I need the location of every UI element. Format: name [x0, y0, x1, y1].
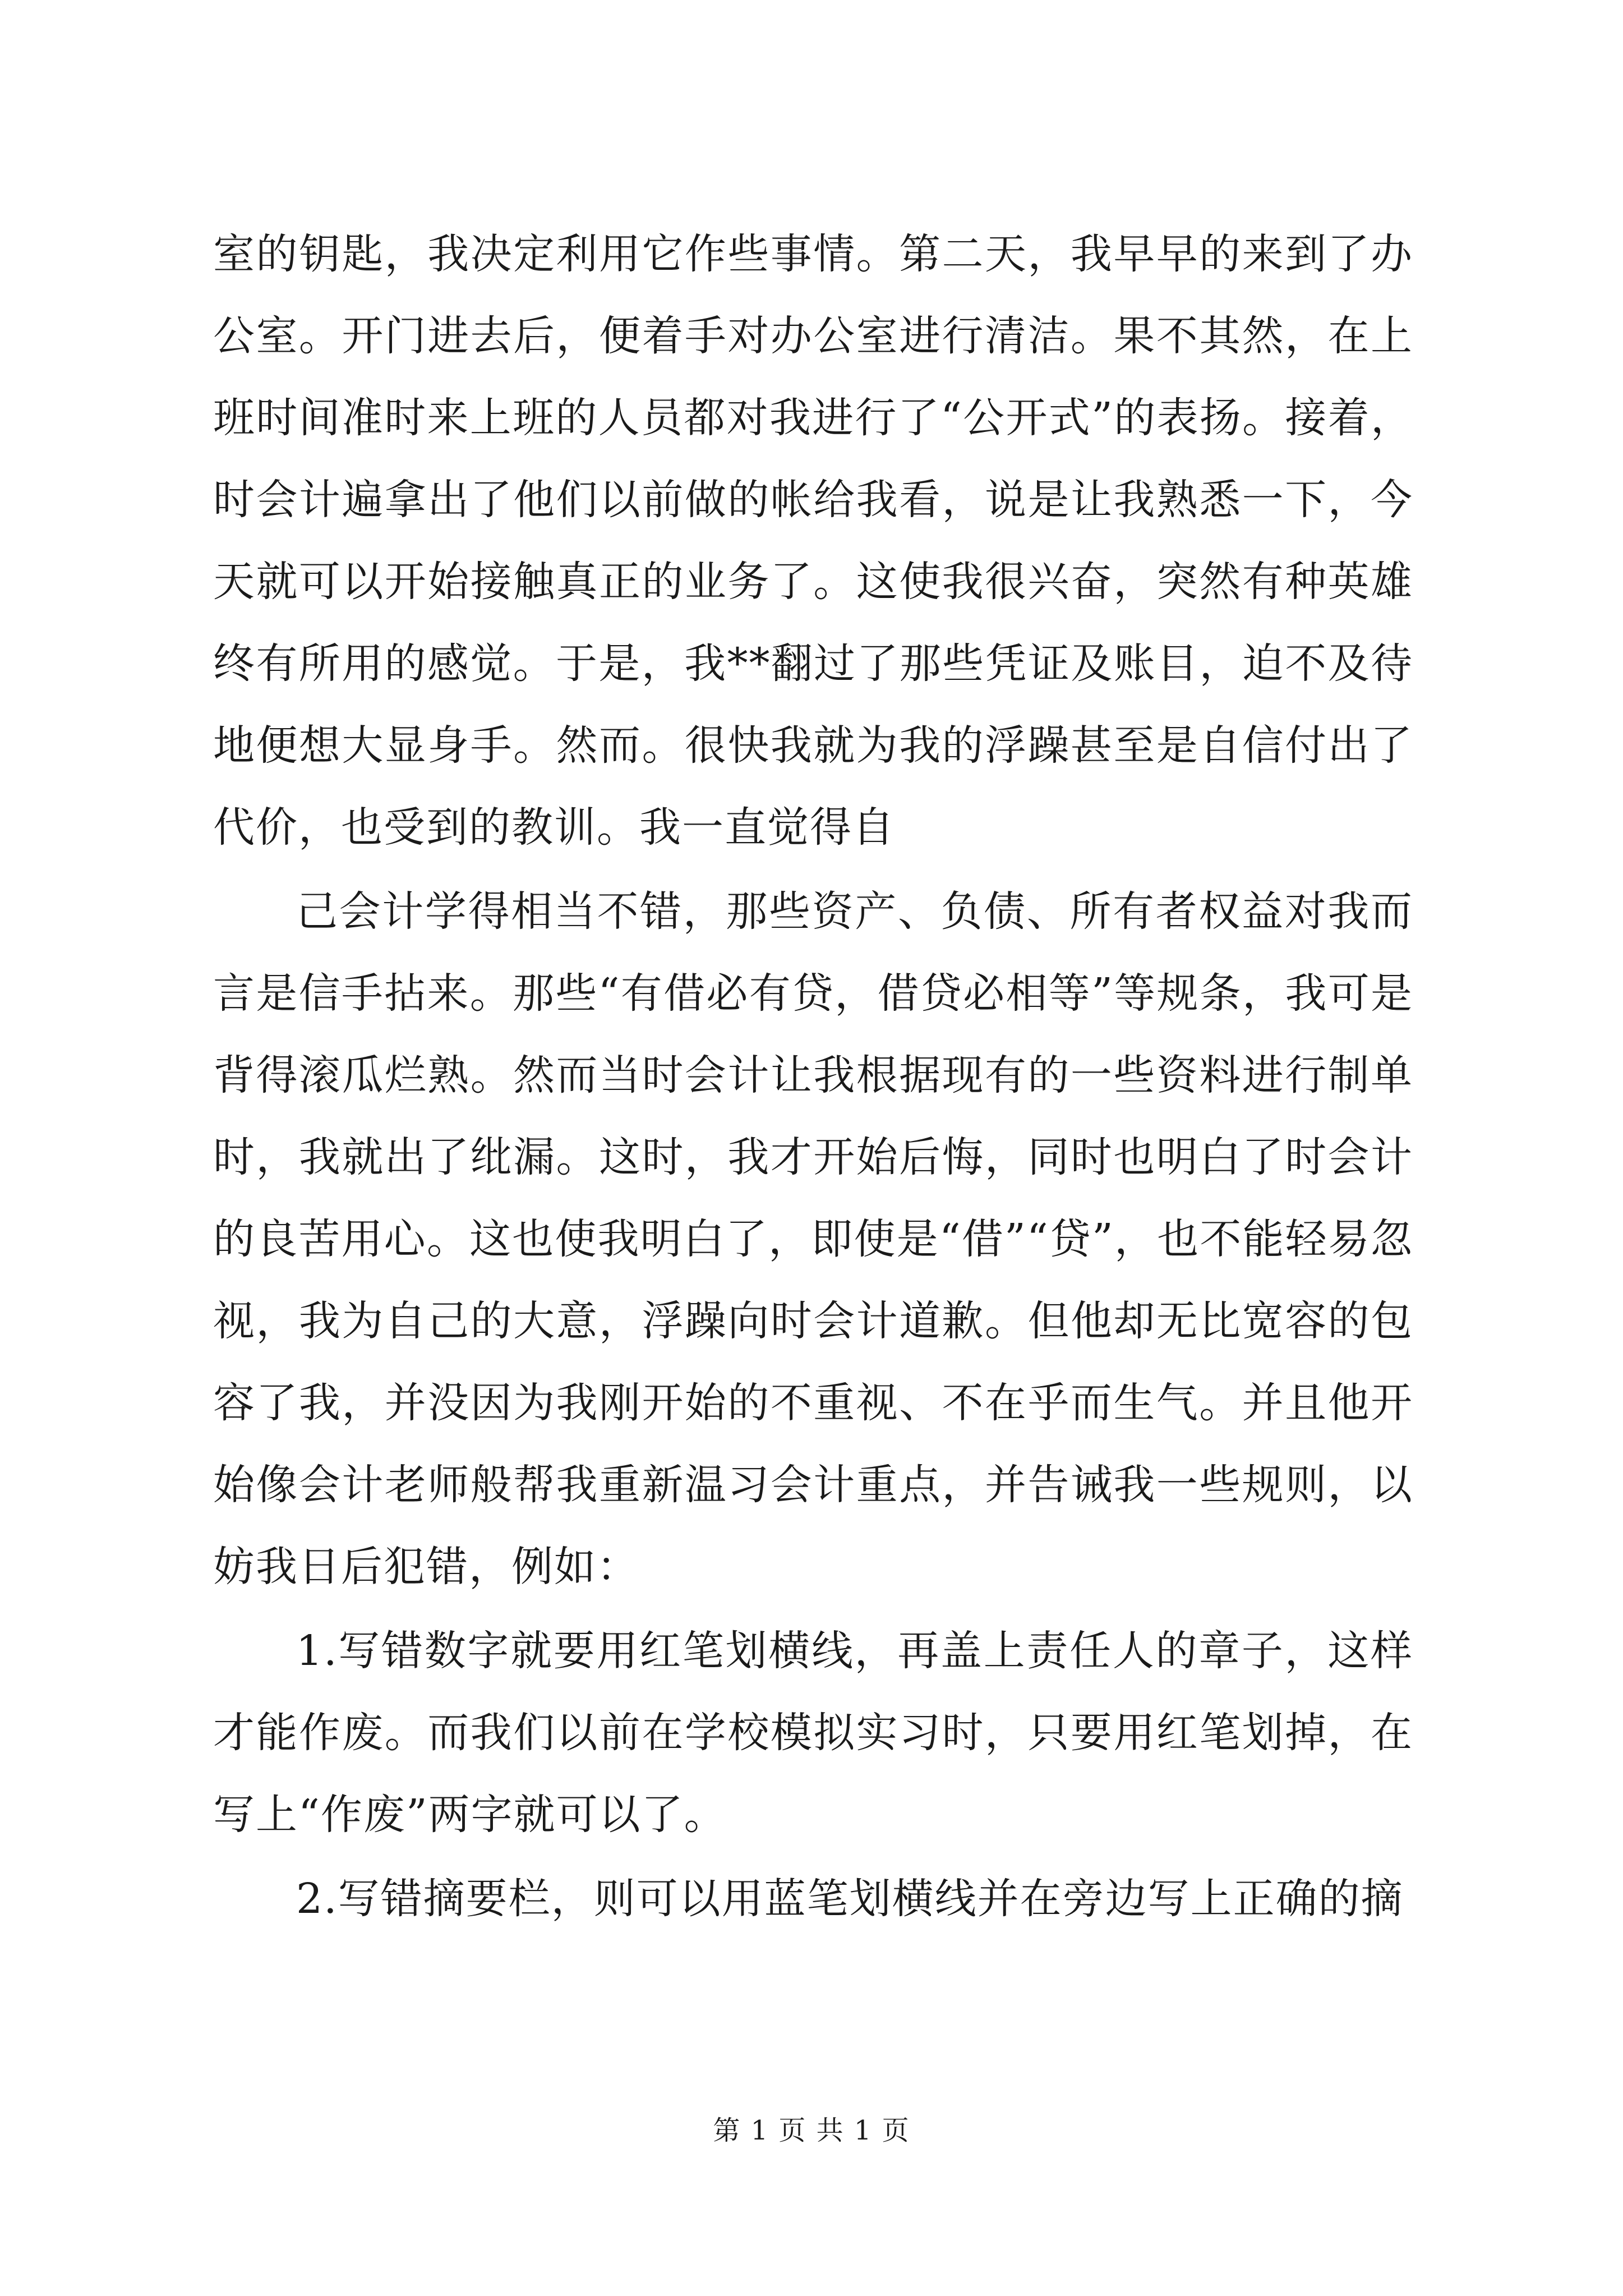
document-body: [213, 213, 1413, 1940]
paragraph-1: 室的钥匙，我决定利用它作些事情。第二天，我早早的来到了办公室。开门进去后，便着手对办公室进行清洁。果不其然，在上班时间准时来上班的人员都对我进行了“公开式”的表扬。接着，时会计遍拿出了他们以前做的帐给我看，说是让我熟悉一下，今天就可以开始接触真正的业务了。这使我很兴奋，突然有种英雄终有所用的感觉。于是，我**翻过了那些凭证及账目，迫不及待地便想大显身手。然而。很快我就为我的浮躁甚至是自信付出了代价，也受到的教训。我一直觉得自: [213, 230, 1413, 852]
page-footer: 第 1 页 共 1 页: [713, 2115, 910, 2146]
paragraph-3: 1.写错数字就要用红笔划横线，再盖上责任人的章子，这样才能作废。而我们以前在学校模拟实习时，只要用红笔划掉，在写上“作废”两字就可以了。: [213, 1627, 1413, 1839]
paragraph-4: 2.写错摘要栏，则可以用蓝笔划横线并在旁边写上正确的摘: [296, 1875, 1404, 1923]
paragraph-2: 己会计学得相当不错，那些资产、负债、所有者权益对我而言是信手拈来。那些“有借必有贷，借贷必相等”等规条，我可是背得滚瓜烂熟。然而当时会计让我根据现有的一些资料进行制单时，我就出了纰漏。这时，我才开始后悔，同时也明白了时会计的良苦用心。这也使我明白了，即使是“借”“贷”，也不能轻易忽视，我为自己的大意，浮躁向时会计道歉。但他却无比宽容的包容了我，并没因为我刚开始的不重视、不在乎而生气。并且他开始像会计老师般帮我重新温习会计重点，并告诫我一些规则，以妨我日后犯错，例如：: [213, 887, 1413, 1591]
